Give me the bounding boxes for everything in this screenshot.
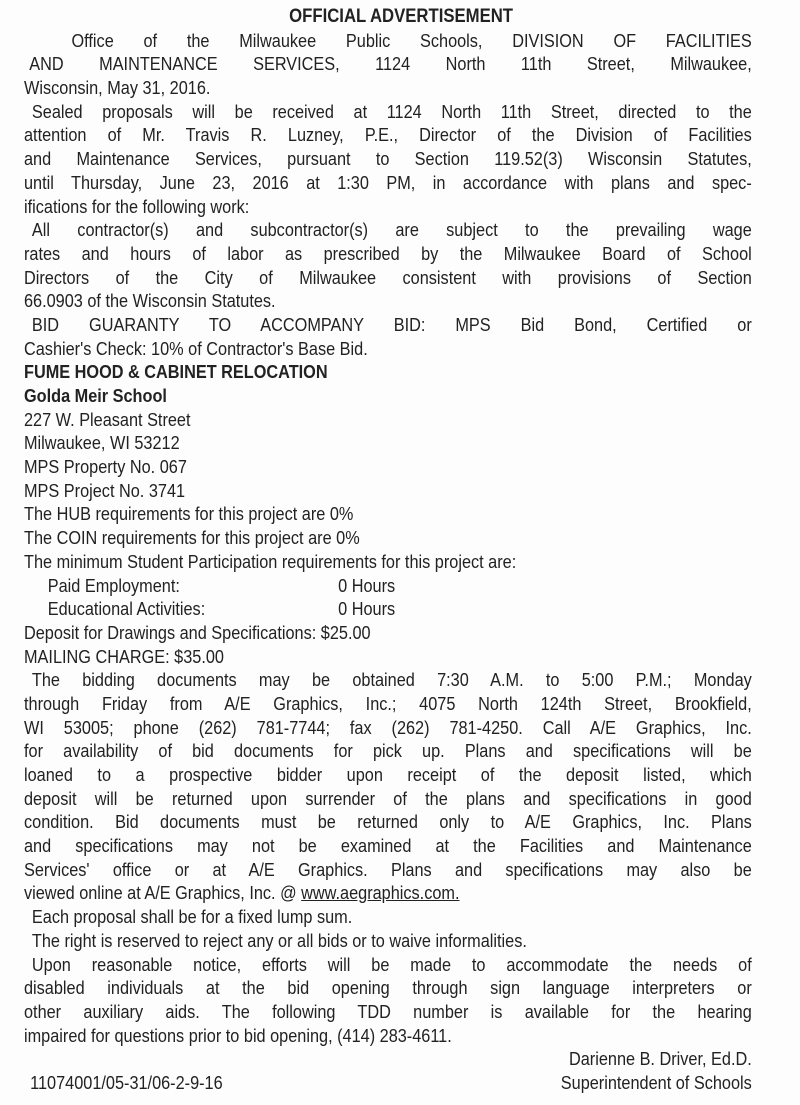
text-line: The bidding documents may be obtained 7:30 A.M. to 5:00 P.M.; Monday bbox=[31, 669, 752, 691]
text-line: disabled individuals at the bid opening through sign language interpreters or bbox=[24, 977, 752, 999]
participation-row bbox=[24, 574, 752, 598]
text-line: for availability of bid documents for pick up. Plans and specifications will be bbox=[24, 740, 752, 762]
text-line: The HUB requirements for this project are 0% bbox=[24, 503, 354, 525]
text-line: rates and hours of labor as prescribed by the Milwaukee Board of School bbox=[24, 242, 752, 264]
text-line: Sealed proposals will be received at 1124 North 11th Street, directed to the bbox=[31, 100, 752, 122]
text-line: The right is reserved to reject any or all bids or to waive informalities. bbox=[31, 929, 527, 951]
text-line: condition. Bid documents must be returned only to A/E Graphics, Inc. Plans bbox=[24, 811, 752, 833]
reference-number: 11074001/05-31/06-2-9-16 bbox=[30, 1071, 223, 1093]
text-line: Each proposal shall be for a fixed lump sum. bbox=[31, 906, 353, 928]
text-line: MAILING CHARGE: $35.00 bbox=[24, 645, 224, 667]
signatory-title: Superintendent of Schools bbox=[560, 1071, 752, 1093]
text-line: Office of the Milwaukee Public Schools, DIVISION OF FACILITIES bbox=[71, 29, 752, 51]
signature-row bbox=[24, 1071, 752, 1095]
text-segment: viewed online at A/E Graphics, Inc. @ bbox=[24, 882, 302, 904]
text-line: Services' office or at A/E Graphics. Plans and specifications may also be bbox=[24, 858, 752, 880]
text-line: WI 53005; phone (262) 781-7744; fax (262) 781-4250. Call A/E Graphics, Inc. bbox=[24, 716, 752, 738]
signatory-name: Darienne B. Driver, Ed.D. bbox=[568, 1048, 752, 1070]
text-line: Upon reasonable notice, efforts will be made to accommodate the needs of bbox=[31, 953, 752, 975]
advertisement-document bbox=[24, 5, 752, 1095]
website-link[interactable]: www.aegraphics.com. bbox=[301, 882, 460, 904]
text-line: loaned to a prospective bidder upon receipt of the deposit listed, which bbox=[24, 764, 752, 785]
text-line: 66.0903 of the Wisconsin Statutes. bbox=[24, 290, 276, 312]
participation-label: Educational Activities: bbox=[47, 598, 206, 620]
text-line: Wisconsin, May 31, 2016. bbox=[24, 77, 211, 99]
text-line: The minimum Student Participation requirements for this project are: bbox=[24, 550, 517, 572]
participation-row bbox=[24, 597, 752, 621]
text-line: MPS Property No. 067 bbox=[24, 456, 187, 478]
text-line: until Thursday, June 23, 2016 at 1:30 PM, in accordance with plans and spec- bbox=[24, 171, 752, 193]
text-line: MPS Project No. 3741 bbox=[24, 479, 186, 501]
text-line: impaired for questions prior to bid opening, (414) 283-4611. bbox=[24, 1024, 452, 1046]
project-title: FUME HOOD & CABINET RELOCATION bbox=[24, 361, 328, 383]
text-line: Deposit for Drawings and Specifications: $25.00 bbox=[24, 621, 371, 643]
text-line: Milwaukee, WI 53212 bbox=[24, 432, 180, 454]
text-line bbox=[24, 881, 752, 905]
text-line: BID GUARANTY TO ACCOMPANY BID: MPS Bid Bond, Certified or bbox=[31, 313, 752, 335]
text-line: 227 W. Pleasant Street bbox=[24, 408, 191, 430]
school-name: Golda Meir School bbox=[24, 385, 167, 406]
text-line: through Friday from A/E Graphics, Inc.; 4075 North 124th Street, Brookfield, bbox=[24, 692, 752, 714]
text-line: other auxiliary aids. The following TDD number is available for the hearing bbox=[24, 1000, 752, 1022]
text-line: All contractor(s) and subcontractor(s) are subject to the prevailing wage bbox=[31, 219, 752, 241]
participation-value: 0 Hours bbox=[338, 574, 396, 596]
text-line: ifications for the following work: bbox=[24, 195, 250, 217]
participation-value: 0 Hours bbox=[338, 598, 396, 620]
text-line: attention of Mr. Travis R. Luzney, P.E., Director of the Division of Facilities bbox=[24, 124, 752, 146]
text-line: and specifications may not be examined at the Facilities and Maintenance bbox=[24, 835, 752, 857]
document-title: OFFICIAL ADVERTISEMENT bbox=[289, 6, 514, 27]
text-line: deposit will be returned upon surrender of the plans and specifications in good bbox=[24, 787, 752, 809]
participation-label: Paid Employment: bbox=[47, 574, 180, 596]
text-line: Cashier's Check: 10% of Contractor's Base Bid. bbox=[24, 337, 368, 359]
text-line: The COIN requirements for this project are 0% bbox=[24, 527, 360, 549]
text-line: and Maintenance Services, pursuant to Section 119.52(3) Wisconsin Statutes, bbox=[24, 148, 752, 170]
text-line: Directors of the City of Milwaukee consistent with provisions of Section bbox=[24, 266, 752, 288]
text-line: AND MAINTENANCE SERVICES, 1124 North 11th Street, Milwaukee, bbox=[29, 53, 752, 75]
